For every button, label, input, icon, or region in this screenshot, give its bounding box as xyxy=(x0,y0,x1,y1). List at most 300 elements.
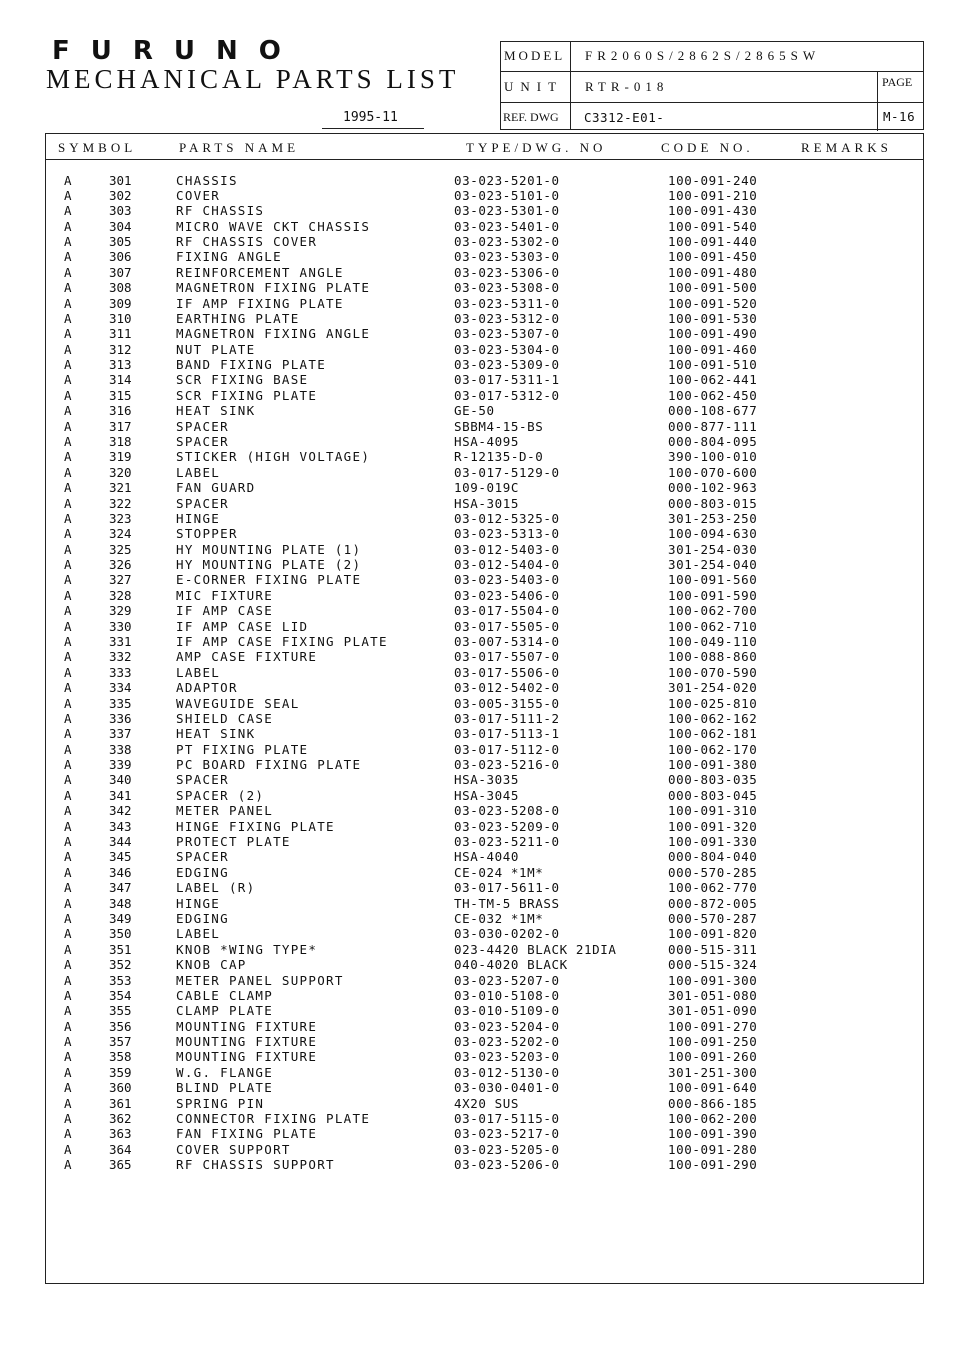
row-code-no: 100-091-320 xyxy=(668,818,758,834)
row-type-dwg: 03-017-5504-0 xyxy=(454,603,560,619)
row-number: 362 xyxy=(109,1110,132,1126)
row-number: 317 xyxy=(109,418,132,434)
row-number: 329 xyxy=(109,603,132,619)
row-number: 301 xyxy=(109,172,132,188)
row-number: 331 xyxy=(109,634,132,650)
table-row xyxy=(46,557,923,572)
table-row xyxy=(46,388,923,403)
row-number: 315 xyxy=(109,387,132,403)
row-symbol: A xyxy=(64,787,72,803)
row-symbol: A xyxy=(64,603,72,619)
row-type-dwg: 03-023-5401-0 xyxy=(454,218,560,234)
row-code-no: 100-062-170 xyxy=(668,741,758,757)
row-part-name: SPRING PIN xyxy=(176,1095,265,1111)
table-row xyxy=(46,803,923,818)
row-part-name: HY MOUNTING PLATE (1) xyxy=(176,541,362,557)
table-row xyxy=(46,173,923,188)
row-code-no: 100-062-770 xyxy=(668,880,758,896)
row-part-name: SHIELD CASE xyxy=(176,710,274,726)
row-symbol: A xyxy=(64,357,72,373)
row-type-dwg: 03-012-5404-0 xyxy=(454,557,560,573)
row-type-dwg: HSA-4095 xyxy=(454,434,520,449)
row-number: 334 xyxy=(109,680,132,696)
row-number: 357 xyxy=(109,1034,132,1050)
row-part-name: RF CHASSIS SUPPORT xyxy=(176,1157,335,1173)
row-symbol: A xyxy=(64,587,72,603)
row-number: 309 xyxy=(109,295,132,311)
row-code-no: 100-091-300 xyxy=(668,972,758,988)
model-value: FR2060S/2862S/2865SW xyxy=(585,48,821,63)
row-number: 314 xyxy=(109,372,132,388)
row-type-dwg: 03-017-5507-0 xyxy=(454,649,560,665)
row-number: 308 xyxy=(109,280,132,296)
row-symbol: A xyxy=(64,818,72,834)
row-type-dwg: 03-023-5403-0 xyxy=(454,572,560,588)
row-symbol: A xyxy=(64,310,72,326)
row-code-no: 100-091-330 xyxy=(668,834,758,850)
table-row xyxy=(46,926,923,941)
row-type-dwg: 03-012-5130-0 xyxy=(454,1064,560,1080)
row-symbol: A xyxy=(64,372,72,388)
page-title: MECHANICAL PARTS LIST xyxy=(46,64,460,94)
row-code-no: 301-254-040 xyxy=(668,557,758,573)
row-number: 356 xyxy=(109,1018,132,1034)
row-type-dwg: 03-023-5304-0 xyxy=(454,341,560,357)
table-row xyxy=(46,680,923,695)
row-type-dwg: 03-023-5203-0 xyxy=(454,1049,560,1065)
row-type-dwg: HSA-3035 xyxy=(454,772,520,788)
header-divider xyxy=(46,159,923,160)
table-row xyxy=(46,742,923,757)
table-row xyxy=(46,1157,923,1172)
row-type-dwg: 03-023-5208-0 xyxy=(454,803,560,819)
row-symbol: A xyxy=(64,264,72,280)
row-type-dwg: 023-4420 BLACK 21DIA xyxy=(454,941,617,957)
row-part-name: HEAT SINK xyxy=(176,726,256,742)
row-code-no: 000-570-287 xyxy=(668,910,758,926)
row-code-no: 100-062-200 xyxy=(668,1110,758,1126)
table-row xyxy=(46,234,923,249)
row-number: 312 xyxy=(109,341,132,357)
row-symbol: A xyxy=(64,218,72,234)
row-symbol: A xyxy=(64,541,72,557)
row-part-name: PROTECT PLATE xyxy=(176,834,291,850)
row-number: 303 xyxy=(109,203,132,219)
table-row xyxy=(46,1003,923,1018)
row-number: 310 xyxy=(109,310,132,326)
row-part-name: IF AMP CASE xyxy=(176,603,274,619)
row-type-dwg: 03-023-5209-0 xyxy=(454,818,560,834)
table-row xyxy=(46,634,923,649)
row-symbol: A xyxy=(64,464,72,480)
row-code-no: 100-091-460 xyxy=(668,341,758,357)
table-row xyxy=(46,465,923,480)
table-row xyxy=(46,1034,923,1049)
table-row xyxy=(46,1049,923,1064)
row-number: 324 xyxy=(109,526,132,542)
row-type-dwg: 03-017-5311-1 xyxy=(454,372,560,388)
table-row xyxy=(46,265,923,280)
row-type-dwg: 03-023-5207-0 xyxy=(454,972,560,988)
row-code-no: 000-515-311 xyxy=(668,941,758,957)
row-code-no: 301-254-030 xyxy=(668,541,758,557)
row-type-dwg: 03-017-5611-0 xyxy=(454,880,560,896)
row-code-no: 100-091-240 xyxy=(668,172,758,188)
row-code-no: 100-070-600 xyxy=(668,464,758,480)
table-row xyxy=(46,372,923,387)
page-label: PAGE xyxy=(882,75,913,89)
row-number: 306 xyxy=(109,249,132,265)
row-code-no: 000-877-111 xyxy=(668,418,758,434)
row-symbol: A xyxy=(64,1126,72,1142)
row-number: 346 xyxy=(109,864,132,880)
table-row xyxy=(46,511,923,526)
row-code-no: 100-091-500 xyxy=(668,280,758,296)
table-row xyxy=(46,757,923,772)
row-part-name: FAN GUARD xyxy=(176,480,256,496)
row-type-dwg: GE-50 xyxy=(454,403,495,419)
row-symbol: A xyxy=(64,710,72,726)
row-part-name: KNOB *WING TYPE* xyxy=(176,941,318,957)
row-symbol: A xyxy=(64,203,72,219)
row-number: 349 xyxy=(109,910,132,926)
row-symbol: A xyxy=(64,849,72,865)
table-row xyxy=(46,834,923,849)
row-part-name: BAND FIXING PLATE xyxy=(176,357,327,373)
row-symbol: A xyxy=(64,695,72,711)
table-row xyxy=(46,649,923,664)
row-type-dwg: 03-023-5406-0 xyxy=(454,587,560,603)
row-type-dwg: 03-023-5306-0 xyxy=(454,264,560,280)
row-type-dwg: 03-023-5217-0 xyxy=(454,1126,560,1142)
row-type-dwg: 03-023-5205-0 xyxy=(454,1141,560,1157)
row-symbol: A xyxy=(64,387,72,403)
row-symbol: A xyxy=(64,972,72,988)
row-number: 313 xyxy=(109,357,132,373)
row-type-dwg: 03-017-5312-0 xyxy=(454,387,560,403)
row-type-dwg: 03-023-5202-0 xyxy=(454,1034,560,1050)
row-number: 350 xyxy=(109,926,132,942)
row-number: 352 xyxy=(109,957,132,973)
row-type-dwg: 03-030-0202-0 xyxy=(454,926,560,942)
row-type-dwg: HSA-3015 xyxy=(454,495,520,511)
row-type-dwg: 03-023-5204-0 xyxy=(454,1018,560,1034)
row-code-no: 301-253-250 xyxy=(668,510,758,526)
row-part-name: RF CHASSIS COVER xyxy=(176,234,318,250)
row-type-dwg: 03-023-5312-0 xyxy=(454,310,560,326)
row-type-dwg: 03-017-5115-0 xyxy=(454,1110,560,1126)
row-type-dwg: 03-017-5129-0 xyxy=(454,464,560,480)
row-code-no: 100-094-630 xyxy=(668,526,758,542)
table-row xyxy=(46,419,923,434)
row-symbol: A xyxy=(64,434,72,449)
table-row xyxy=(46,1142,923,1157)
brand-logo: FURUNO xyxy=(52,36,302,66)
row-part-name: NUT PLATE xyxy=(176,341,256,357)
row-symbol: A xyxy=(64,326,72,342)
issue-date: 1995-11 xyxy=(343,110,398,125)
row-symbol: A xyxy=(64,1018,72,1034)
row-part-name: ADAPTOR xyxy=(176,680,238,696)
row-symbol: A xyxy=(64,403,72,419)
row-type-dwg: 03-023-5211-0 xyxy=(454,834,560,850)
row-type-dwg: 03-023-5308-0 xyxy=(454,280,560,296)
row-symbol: A xyxy=(64,1049,72,1065)
row-number: 345 xyxy=(109,849,132,865)
table-row xyxy=(46,865,923,880)
row-code-no: 100-049-110 xyxy=(668,634,758,650)
row-code-no: 100-091-310 xyxy=(668,803,758,819)
ref-dwg-label: REF. DWG xyxy=(503,110,559,124)
table-row xyxy=(46,311,923,326)
row-symbol: A xyxy=(64,1034,72,1050)
row-number: 323 xyxy=(109,510,132,526)
row-code-no: 100-062-181 xyxy=(668,726,758,742)
row-type-dwg: 03-023-5216-0 xyxy=(454,757,560,773)
row-number: 338 xyxy=(109,741,132,757)
unit-label: UNIT xyxy=(504,79,564,94)
row-symbol: A xyxy=(64,187,72,203)
row-part-name: AMP CASE FIXTURE xyxy=(176,649,318,665)
row-symbol: A xyxy=(64,926,72,942)
row-type-dwg: TH-TM-5 BRASS xyxy=(454,895,560,911)
row-type-dwg: 03-030-0401-0 xyxy=(454,1080,560,1096)
row-number: 305 xyxy=(109,234,132,250)
row-type-dwg: R-12135-D-0 xyxy=(454,449,544,465)
row-symbol: A xyxy=(64,280,72,296)
date-underline xyxy=(322,128,424,129)
table-row xyxy=(46,188,923,203)
row-type-dwg: 03-010-5108-0 xyxy=(454,987,560,1003)
row-number: 344 xyxy=(109,834,132,850)
row-part-name: IF AMP CASE LID xyxy=(176,618,309,634)
row-code-no: 100-062-450 xyxy=(668,387,758,403)
row-code-no: 100-091-490 xyxy=(668,326,758,342)
row-symbol: A xyxy=(64,957,72,973)
row-number: 361 xyxy=(109,1095,132,1111)
row-number: 353 xyxy=(109,972,132,988)
row-type-dwg: 03-023-5309-0 xyxy=(454,357,560,373)
row-symbol: A xyxy=(64,1141,72,1157)
row-part-name: HINGE FIXING PLATE xyxy=(176,818,335,834)
row-number: 343 xyxy=(109,818,132,834)
row-type-dwg: 03-010-5109-0 xyxy=(454,1003,560,1019)
row-part-name: KNOB CAP xyxy=(176,957,247,973)
col-symbol: SYMBOL xyxy=(58,140,137,155)
table-row xyxy=(46,819,923,834)
row-number: 336 xyxy=(109,710,132,726)
row-symbol: A xyxy=(64,449,72,465)
row-symbol: A xyxy=(64,664,72,680)
row-number: 341 xyxy=(109,787,132,803)
row-code-no: 301-251-300 xyxy=(668,1064,758,1080)
row-type-dwg: 4X20 SUS xyxy=(454,1095,520,1111)
table-row xyxy=(46,280,923,295)
row-symbol: A xyxy=(64,834,72,850)
row-symbol: A xyxy=(64,757,72,773)
row-number: 355 xyxy=(109,1003,132,1019)
row-part-name: SPACER xyxy=(176,772,229,788)
table-row xyxy=(46,849,923,864)
row-part-name: LABEL xyxy=(176,926,221,942)
row-type-dwg: SBBM4-15-BS xyxy=(454,418,544,434)
row-symbol: A xyxy=(64,172,72,188)
row-type-dwg: 040-4020 BLACK xyxy=(454,957,568,973)
row-type-dwg: 03-023-5313-0 xyxy=(454,526,560,542)
table-row xyxy=(46,203,923,218)
row-number: 347 xyxy=(109,880,132,896)
row-part-name: PC BOARD FIXING PLATE xyxy=(176,757,362,773)
row-code-no: 301-051-090 xyxy=(668,1003,758,1019)
row-code-no: 100-025-810 xyxy=(668,695,758,711)
row-part-name: CHASSIS xyxy=(176,172,238,188)
row-symbol: A xyxy=(64,510,72,526)
row-type-dwg: 03-007-5314-0 xyxy=(454,634,560,650)
table-row xyxy=(46,942,923,957)
row-part-name: HY MOUNTING PLATE (2) xyxy=(176,557,362,573)
row-code-no: 100-091-640 xyxy=(668,1080,758,1096)
table-row xyxy=(46,1111,923,1126)
row-number: 365 xyxy=(109,1157,132,1173)
row-number: 351 xyxy=(109,941,132,957)
row-part-name: EDGING xyxy=(176,910,229,926)
ref-dwg-value: C3312-E01- xyxy=(584,110,665,125)
row-number: 342 xyxy=(109,803,132,819)
row-symbol: A xyxy=(64,772,72,788)
row-part-name: EDGING xyxy=(176,864,229,880)
row-code-no: 000-108-677 xyxy=(668,403,758,419)
row-number: 328 xyxy=(109,587,132,603)
row-number: 348 xyxy=(109,895,132,911)
row-number: 321 xyxy=(109,480,132,496)
row-type-dwg: 03-023-5206-0 xyxy=(454,1157,560,1173)
row-number: 363 xyxy=(109,1126,132,1142)
table-row xyxy=(46,342,923,357)
row-part-name: SPACER xyxy=(176,418,229,434)
row-number: 332 xyxy=(109,649,132,665)
row-symbol: A xyxy=(64,1095,72,1111)
row-type-dwg: 03-012-5325-0 xyxy=(454,510,560,526)
row-number: 354 xyxy=(109,987,132,1003)
row-number: 359 xyxy=(109,1064,132,1080)
row-type-dwg: HSA-3045 xyxy=(454,787,520,803)
row-symbol: A xyxy=(64,1157,72,1173)
row-part-name: SPACER xyxy=(176,434,229,449)
row-number: 307 xyxy=(109,264,132,280)
row-part-name: WAVEGUIDE SEAL xyxy=(176,695,300,711)
row-number: 335 xyxy=(109,695,132,711)
row-code-no: 100-091-590 xyxy=(668,587,758,603)
col-code-no: CODE NO. xyxy=(661,140,754,155)
row-number: 333 xyxy=(109,664,132,680)
row-type-dwg: 03-023-5201-0 xyxy=(454,172,560,188)
table-row xyxy=(46,696,923,711)
table-row xyxy=(46,665,923,680)
row-symbol: A xyxy=(64,295,72,311)
row-code-no: 000-570-285 xyxy=(668,864,758,880)
row-symbol: A xyxy=(64,480,72,496)
row-type-dwg: 03-012-5402-0 xyxy=(454,680,560,696)
row-symbol: A xyxy=(64,910,72,926)
table-row xyxy=(46,973,923,988)
row-code-no: 100-091-510 xyxy=(668,357,758,373)
row-type-dwg: 03-017-5506-0 xyxy=(454,664,560,680)
table-row xyxy=(46,542,923,557)
table-row xyxy=(46,296,923,311)
row-symbol: A xyxy=(64,526,72,542)
row-part-name: EARTHING PLATE xyxy=(176,310,300,326)
row-symbol: A xyxy=(64,803,72,819)
row-part-name: HINGE xyxy=(176,895,221,911)
table-row xyxy=(46,788,923,803)
row-symbol: A xyxy=(64,741,72,757)
col-type-dwg: TYPE/DWG. NO xyxy=(466,140,607,155)
row-number: 330 xyxy=(109,618,132,634)
row-symbol: A xyxy=(64,618,72,634)
row-part-name: MICRO WAVE CKT CHASSIS xyxy=(176,218,371,234)
row-code-no: 000-872-005 xyxy=(668,895,758,911)
row-part-name: STOPPER xyxy=(176,526,238,542)
row-code-no: 100-062-710 xyxy=(668,618,758,634)
row-code-no: 100-091-560 xyxy=(668,572,758,588)
divider xyxy=(501,71,923,72)
row-number: 318 xyxy=(109,434,132,449)
row-part-name: CONNECTOR FIXING PLATE xyxy=(176,1110,371,1126)
row-symbol: A xyxy=(64,649,72,665)
row-symbol: A xyxy=(64,1003,72,1019)
row-code-no: 100-091-210 xyxy=(668,187,758,203)
row-code-no: 100-091-450 xyxy=(668,249,758,265)
row-type-dwg: 03-017-5112-0 xyxy=(454,741,560,757)
row-code-no: 100-091-440 xyxy=(668,234,758,250)
table-row xyxy=(46,880,923,895)
row-type-dwg: CE-024 *1M* xyxy=(454,864,544,880)
row-number: 311 xyxy=(109,326,132,342)
row-code-no: 000-515-324 xyxy=(668,957,758,973)
row-part-name: CLAMP PLATE xyxy=(176,1003,274,1019)
row-type-dwg: 03-023-5311-0 xyxy=(454,295,560,311)
row-symbol: A xyxy=(64,864,72,880)
row-part-name: LABEL xyxy=(176,464,221,480)
row-type-dwg: 03-012-5403-0 xyxy=(454,541,560,557)
row-part-name: MIC FIXTURE xyxy=(176,587,274,603)
row-code-no: 100-062-441 xyxy=(668,372,758,388)
row-code-no: 100-091-530 xyxy=(668,310,758,326)
row-symbol: A xyxy=(64,234,72,250)
table-row xyxy=(46,1126,923,1141)
table-row xyxy=(46,249,923,264)
row-code-no: 100-091-390 xyxy=(668,1126,758,1142)
model-label: MODEL xyxy=(504,48,566,63)
row-symbol: A xyxy=(64,634,72,650)
table-row xyxy=(46,772,923,787)
row-number: 316 xyxy=(109,403,132,419)
table-row xyxy=(46,1065,923,1080)
table-row xyxy=(46,1019,923,1034)
table-row xyxy=(46,572,923,587)
row-symbol: A xyxy=(64,680,72,696)
row-part-name: MOUNTING FIXTURE xyxy=(176,1049,318,1065)
row-part-name: LABEL xyxy=(176,664,221,680)
row-code-no: 100-091-430 xyxy=(668,203,758,219)
row-code-no: 301-254-020 xyxy=(668,680,758,696)
row-code-no: 100-088-860 xyxy=(668,649,758,665)
row-type-dwg: 03-017-5505-0 xyxy=(454,618,560,634)
row-type-dwg: 03-023-5301-0 xyxy=(454,203,560,219)
row-part-name: MOUNTING FIXTURE xyxy=(176,1018,318,1034)
row-part-name: SPACER xyxy=(176,495,229,511)
row-part-name: SCR FIXING BASE xyxy=(176,372,309,388)
